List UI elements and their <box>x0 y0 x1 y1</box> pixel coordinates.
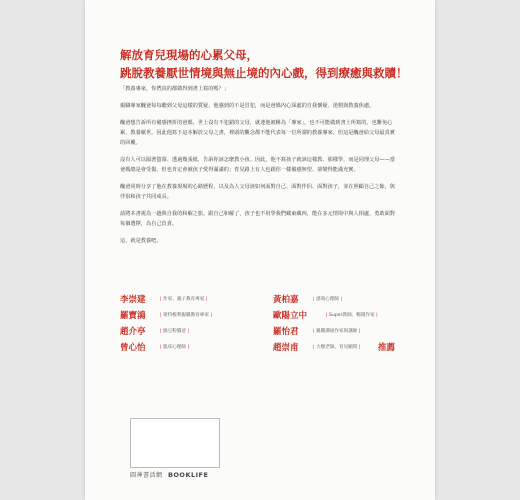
endorser-title: | 綠豆粉圓爸 | <box>160 329 190 334</box>
headline-line-2: 跳脫教養厭世情境與無止境的內心戲，得到療癒與救贖！ <box>120 66 408 80</box>
blurb-paragraph: 醜爸想告訴所有備感挫折的爸媽，世上沒有不犯錯的父母，就連他被稱為「專家」，也不可能做到書上所寫的。也難免心累、教養厭世。因此他寫下這本解放父母之書，裡頭的觀念都不能代表每一位所謂的教養專家，但這是醜爸給父母最真實的回覆。 <box>120 120 395 146</box>
blurb-paragraph: 這，就是教養吧。 <box>120 238 162 244</box>
back-cover <box>85 0 435 500</box>
endorser-title: | 臨床心理師 | <box>160 345 190 350</box>
endorser-name: 李崇建 <box>120 295 146 305</box>
endorser-title: | Super教師、暢銷作家 | <box>326 313 378 318</box>
endorser-name: 黃柏嘉 <box>273 295 299 305</box>
blurb-paragraph: 沒有人可以隔著螢幕、透過幾張紙，告訴你該怎麼教小孩。因此，他不寫孩子就該這樣教、那樣學，而是同理父母——當爸媽總是會受傷，但也肯定會被孩子愛得滿滿的；育兒路上有人也跟你一樣備感無望、卻變得能滿充實。 <box>120 157 395 173</box>
endorser-name: 羅怡君 <box>273 327 299 337</box>
endorser-name: 趙崇甫 <box>273 343 299 353</box>
endorsement-row <box>120 309 410 325</box>
endorsement-row <box>120 293 410 309</box>
barcode-area <box>130 418 220 468</box>
endorser-name: 曾心怡 <box>120 343 146 353</box>
recommend-label: 推薦 <box>378 343 396 353</box>
endorser-name: 趙介亭 <box>120 327 146 337</box>
endorser-name: 羅寶鴻 <box>120 311 146 321</box>
endorsement-row <box>120 341 410 357</box>
blurb <box>120 84 400 253</box>
publisher-brand: BOOKLIFE <box>167 471 209 479</box>
endorsement-row <box>120 325 410 341</box>
endorser-title: | 大樹老師、育兒顧問 | <box>313 345 361 350</box>
publisher-logo <box>130 470 208 479</box>
blurb-paragraph: 「教養專家，你們真的都做得到書上寫的嗎？」 <box>120 86 229 92</box>
endorser-name: 歐陽立中 <box>273 311 308 321</box>
headline-line-1: 解放育兒現場的心累父母， <box>120 48 258 62</box>
endorser-title: | 作家、親子教育專家 | <box>160 297 208 302</box>
endorser-title: | 蒙特梭利親職教育專家 | <box>160 313 213 318</box>
headline <box>120 46 420 82</box>
blurb-paragraph: 親職專家醜爸每每聽到父母這樣的質疑，他感到的不是冒犯，而是爸媽內心深處的自我懷疑、迷惘與教養焦慮。 <box>120 103 375 109</box>
blurb-paragraph: 請將本書視為一趟與自我的和解之旅。跟自己和解了，孩子也不用學我們藏東藏西，能在多元情境中與人相處，勇敢面對每個選擇，為自己負責。 <box>120 211 395 227</box>
endorser-title: | 諮商心理師 | <box>313 297 343 302</box>
endorser-title: | 親職溝通作家與講師 | <box>313 329 361 334</box>
publisher-name: 圓神書活網 <box>130 472 163 479</box>
blurb-paragraph: 醜爸同時分享了他在教養現場的心路歷程，以及為人父母該如何面對自己、面對伴侶、面對孩子，並在照顧自己之餘，與伴侶和孩子共同成長。 <box>120 184 395 200</box>
endorsement-list <box>120 293 410 357</box>
